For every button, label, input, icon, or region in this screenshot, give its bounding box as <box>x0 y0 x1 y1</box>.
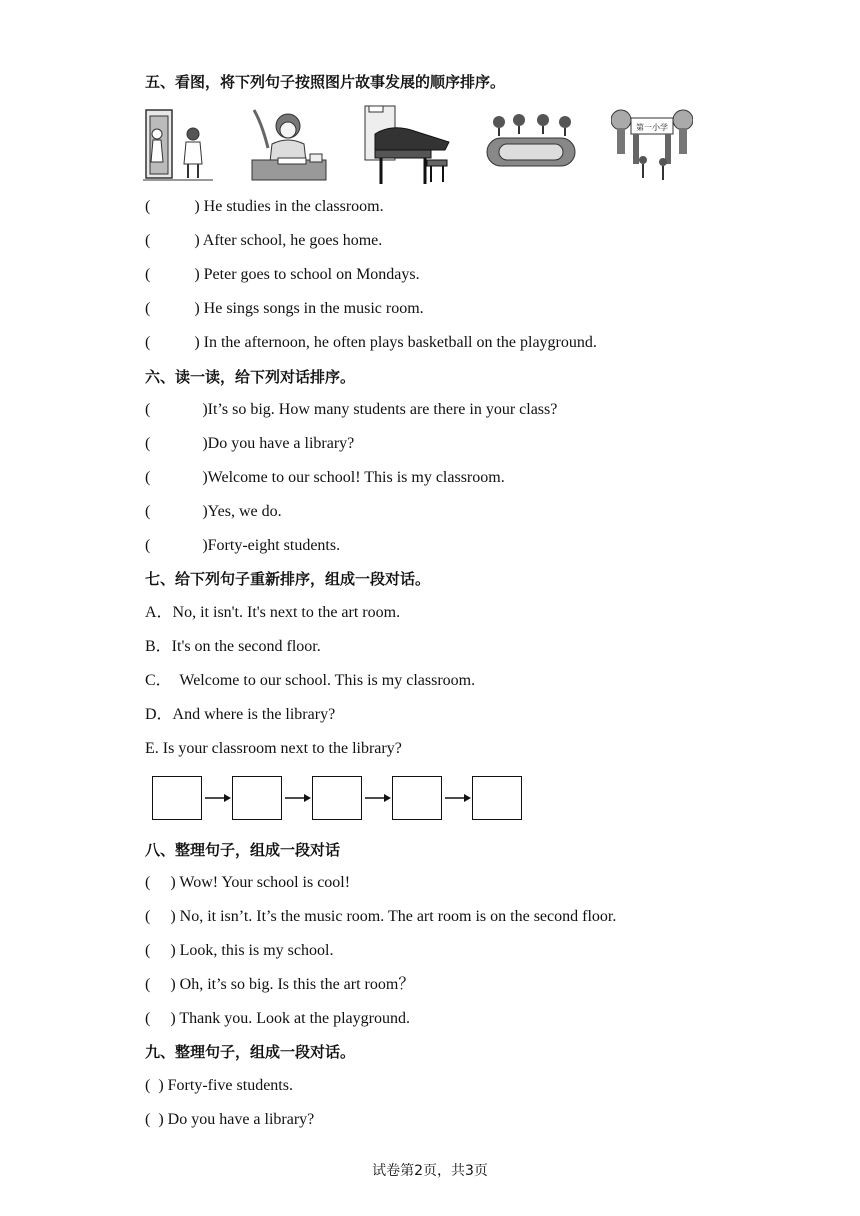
section7-option-c: C． Welcome to our school. This is my classroom. <box>145 672 476 689</box>
section8-item-2: ( ) No, it isn’t. It’s the music room. The art room is on the second floor. <box>145 908 617 925</box>
boy-leaving-home-picture <box>143 104 213 182</box>
section5-item-5: ( ) In the afternoon, he often plays basketball on the playground. <box>145 334 597 351</box>
section6-item-2: ( )Do you have a library? <box>145 435 355 452</box>
section6-item-5: ( )Forty-eight students. <box>145 537 341 554</box>
answer-box-1[interactable] <box>152 776 202 820</box>
section7-option-e: E. Is your classroom next to the library? <box>145 740 402 757</box>
school-gate-picture <box>611 104 693 184</box>
answer-box-3[interactable] <box>312 776 362 820</box>
section5-heading: 五、看图，将下列句子按照图片故事发展的顺序排序。 <box>145 73 506 91</box>
section5-item-1: ( ) He studies in the classroom. <box>145 198 384 215</box>
section5-item-4: ( ) He sings songs in the music room. <box>145 300 424 317</box>
section7-option-a: A．No, it isn't. It's next to the art room. <box>145 604 401 621</box>
section6-item-3: ( )Welcome to our school! This is my classroom. <box>145 469 505 486</box>
section6-heading: 六、读一读，给下列对话排序。 <box>145 368 356 386</box>
section5-item-2: ( ) After school, he goes home. <box>145 232 383 249</box>
page-footer: 试卷第2页，共3页 <box>372 1163 488 1179</box>
section6-item-4: ( )Yes, we do. <box>145 503 282 520</box>
section9-heading: 九、整理句子，组成一段对话。 <box>145 1043 356 1061</box>
arrow-right-icon <box>204 790 232 806</box>
answer-box-2[interactable] <box>232 776 282 820</box>
playground-track-picture <box>485 104 577 172</box>
answer-sequence <box>152 776 532 822</box>
arrow-right-icon <box>364 790 392 806</box>
boy-studying-picture <box>248 104 328 186</box>
arrow-right-icon <box>444 790 472 806</box>
section8-item-5: ( ) Thank you. Look at the playground. <box>145 1010 410 1027</box>
section7-option-b: B．It's on the second floor. <box>145 638 321 655</box>
answer-box-5[interactable] <box>472 776 522 820</box>
section7-option-d: D．And where is the library? <box>145 706 336 723</box>
section6-item-1: ( )It’s so big. How many students are there in your class? <box>145 401 558 418</box>
section8-item-4: ( ) Oh, it’s so big. Is this the art room？ <box>145 976 415 993</box>
gate-sign-text: 第一小学 <box>636 123 668 132</box>
section8-item-3: ( ) Look, this is my school. <box>145 942 334 959</box>
music-room-piano-picture <box>361 104 453 188</box>
section5-item-3: ( ) Peter goes to school on Mondays. <box>145 266 420 283</box>
section8-item-1: ( ) Wow! Your school is cool! <box>145 874 351 891</box>
section7-heading: 七、给下列句子重新排序，组成一段对话。 <box>145 570 431 588</box>
story-pictures <box>143 104 693 190</box>
answer-box-4[interactable] <box>392 776 442 820</box>
section8-heading: 八、整理句子，组成一段对话 <box>145 841 341 859</box>
section9-item-1: ( ) Forty-five students. <box>145 1077 293 1094</box>
section9-item-2: ( ) Do you have a library? <box>145 1111 315 1128</box>
arrow-right-icon <box>284 790 312 806</box>
